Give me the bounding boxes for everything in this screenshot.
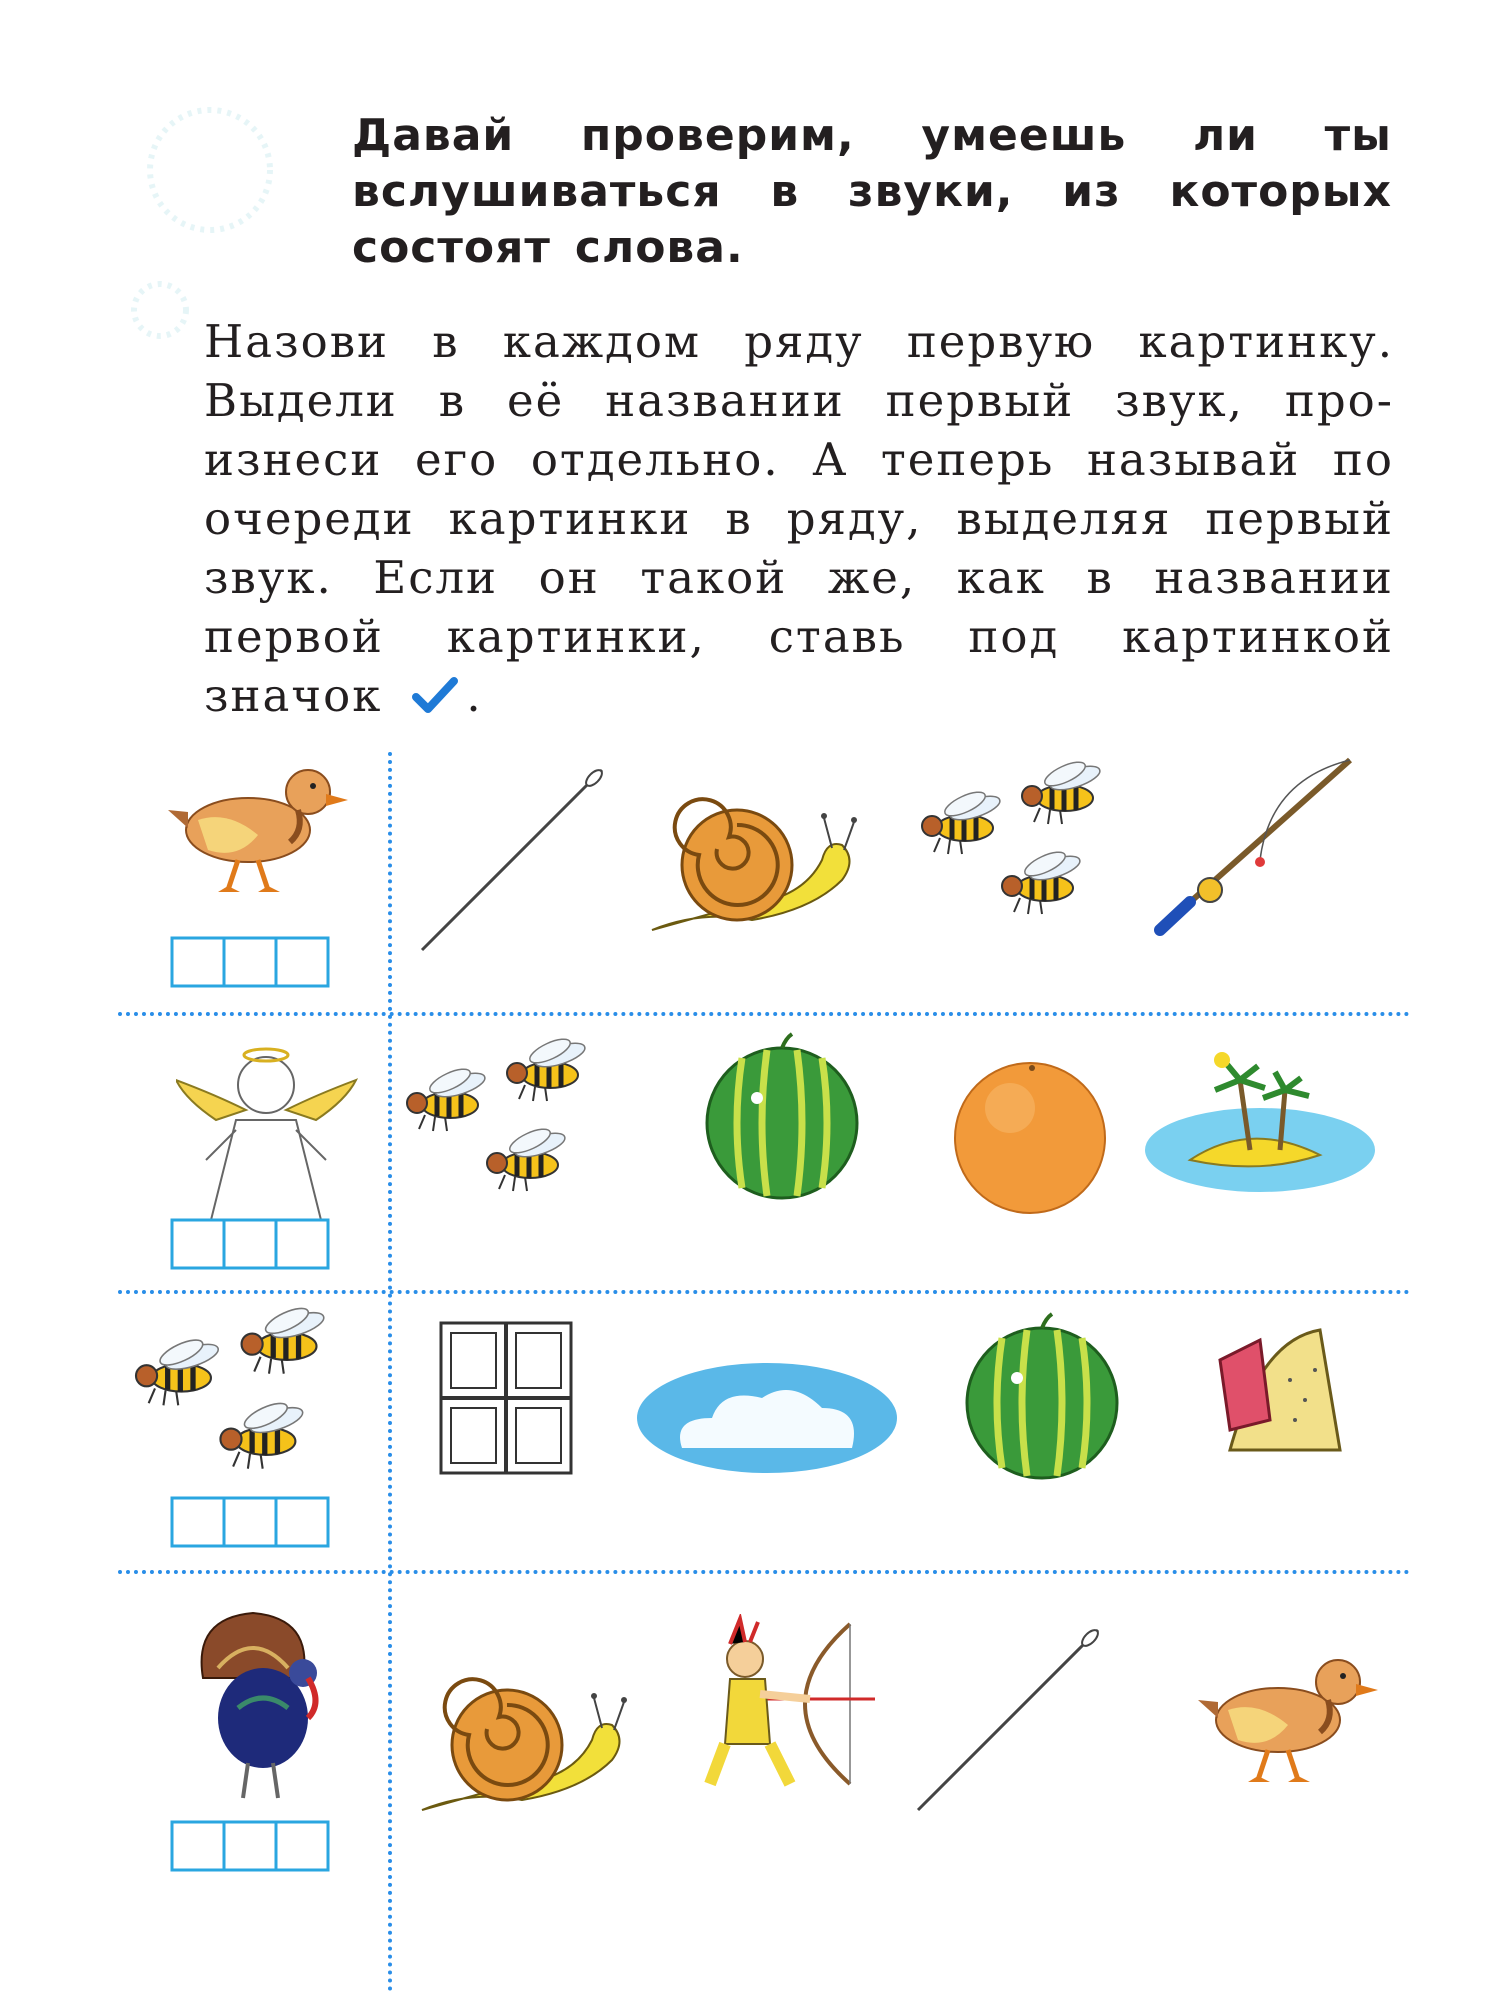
instruction-line [204, 607, 1394, 666]
heading-word: из [1062, 166, 1121, 217]
turkey-picture [168, 1608, 348, 1808]
instruction-line [204, 312, 1394, 371]
heading-word: Давай [352, 110, 515, 161]
instruction-word: его [414, 433, 499, 486]
instruction-word: её [507, 374, 565, 427]
heading-word: которых [1169, 166, 1392, 217]
instruction-word: картинкой [1122, 610, 1394, 663]
heading-word: звуки, [848, 166, 1014, 217]
instruction-word: первую [906, 315, 1096, 368]
instruction-word: названии [1154, 551, 1394, 604]
duck-picture [158, 750, 358, 910]
instruction-word: А [812, 433, 849, 486]
instruction-word: теперь [880, 433, 1055, 486]
heading-word: вслушиваться [352, 166, 722, 217]
instruction-word: каждом [502, 315, 701, 368]
instruction-word: отдельно. [530, 433, 780, 486]
wasps-picture [130, 1304, 370, 1494]
heading-line [352, 108, 1392, 164]
instruction-word: картинку. [1138, 315, 1394, 368]
instruction-line [204, 489, 1394, 548]
instruction-word: такой [640, 551, 788, 604]
sound-boxes[interactable] [170, 1820, 330, 1872]
heading-word: состоят [352, 222, 551, 273]
instruction-word: по [1332, 433, 1394, 486]
heading-word: в [770, 166, 800, 217]
instruction-word: в [432, 315, 460, 368]
vertical-divider [388, 752, 392, 1992]
instruction-word: Назови [204, 315, 390, 368]
instruction-word: он [538, 551, 600, 604]
heading-line [352, 164, 1392, 220]
row-divider [118, 1570, 1410, 1574]
archer-picture [700, 1614, 880, 1804]
row-divider [118, 1290, 1410, 1294]
instruction-word: Выдели [204, 374, 398, 427]
instruction-word: под [968, 610, 1060, 663]
heading-word: проверим, [580, 110, 855, 161]
row-divider [118, 1012, 1410, 1016]
fishing-rod-picture [1150, 750, 1370, 940]
instruction-word: в [438, 374, 467, 427]
instruction-word: в [725, 492, 753, 545]
instruction-word: про- [1284, 374, 1394, 427]
instructions-paragraph [204, 312, 1394, 725]
window-picture [436, 1318, 576, 1478]
snail-picture [642, 780, 872, 940]
heading-word: слова. [574, 222, 744, 273]
watermelon-picture [962, 1310, 1127, 1480]
instruction-line [204, 666, 1394, 725]
instruction-word: значок [204, 669, 383, 722]
cloud-picture [632, 1348, 902, 1478]
sound-boxes[interactable] [170, 1496, 330, 1548]
instruction-line [204, 430, 1394, 489]
instruction-word: первый [1205, 492, 1394, 545]
instruction-word: как [956, 551, 1046, 604]
heading-word: умеешь [921, 110, 1127, 161]
instruction-punct: . [466, 669, 483, 722]
watermelon-picture [702, 1030, 867, 1200]
orange-picture [950, 1058, 1115, 1223]
heading-word: ли [1192, 110, 1258, 161]
wasps-picture [405, 1035, 625, 1215]
snail-picture [412, 1660, 642, 1820]
duck-picture [1188, 1640, 1388, 1800]
instruction-word: звук. [204, 551, 333, 604]
angel-picture [176, 1040, 366, 1230]
iron-picture [1200, 1300, 1360, 1470]
checkmark-icon [412, 677, 458, 715]
sound-boxes[interactable] [170, 1218, 330, 1270]
instruction-line [204, 371, 1394, 430]
sound-boxes[interactable] [170, 936, 330, 988]
instruction-word: первой [204, 610, 384, 663]
instruction-word: выделяя [956, 492, 1172, 545]
instruction-word: в [1086, 551, 1114, 604]
instruction-word: же, [827, 551, 917, 604]
heading-line [352, 220, 1392, 276]
instruction-word: ряду, [786, 492, 923, 545]
instruction-word: ставь [768, 610, 906, 663]
needle-picture [908, 1620, 1108, 1820]
island-picture [1140, 1040, 1380, 1200]
instruction-word: Если [373, 551, 499, 604]
task-heading [352, 108, 1392, 276]
instruction-word: картинки, [446, 610, 706, 663]
needle-picture [412, 760, 612, 960]
instruction-word: названии [605, 374, 845, 427]
instruction-word: первый [885, 374, 1075, 427]
instruction-word: ряду [744, 315, 864, 368]
instruction-word: звук, [1115, 374, 1244, 427]
instruction-word: картинки [448, 492, 692, 545]
wasps-picture [920, 758, 1140, 938]
instruction-line [204, 548, 1394, 607]
heading-word: ты [1324, 110, 1392, 161]
instruction-word: изнеси [204, 433, 383, 486]
instruction-word: очереди [204, 492, 415, 545]
instruction-word: называй [1086, 433, 1301, 486]
